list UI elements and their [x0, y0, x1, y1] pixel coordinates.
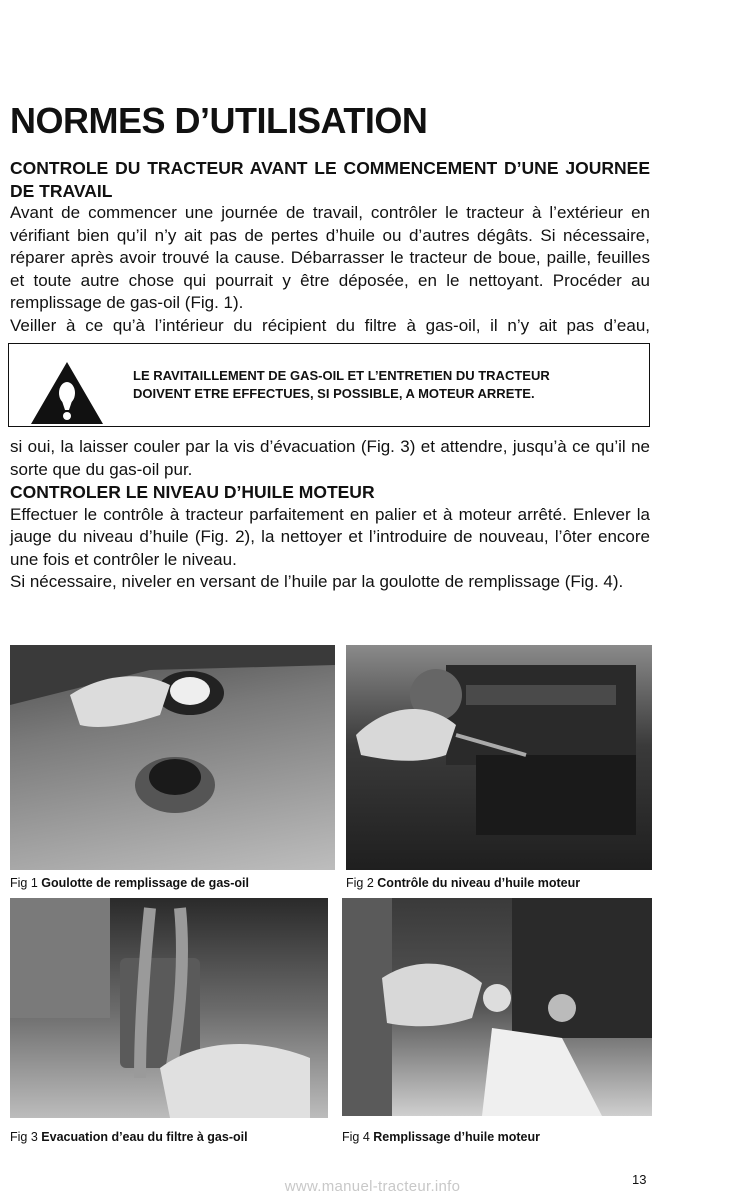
- figure-2-number: Fig 2: [346, 876, 374, 890]
- figure-1-title: Goulotte de remplissage de gas-oil: [41, 876, 249, 890]
- section-continued: [10, 436, 650, 594]
- figure-4-caption: [342, 1130, 540, 1144]
- warning-line-2: DOIVENT ETRE EFFECTUES, SI POSSIBLE, A MOTEUR ARRETE.: [133, 386, 535, 401]
- figure-3-caption: [10, 1130, 248, 1144]
- figure-2-title: Contrôle du niveau d’huile moteur: [377, 876, 581, 890]
- figure-4-title: Remplissage d’huile moteur: [373, 1130, 540, 1144]
- figure-3-title: Evacuation d’eau du filtre à gas-oil: [41, 1130, 248, 1144]
- section-heading-oil-level: CONTROLER LE NIVEAU D’HUILE MOTEUR: [10, 482, 375, 502]
- warning-line-1: LE RAVITAILLEMENT DE GAS-OIL ET L’ENTRETIEN DU TRACTEUR: [133, 368, 550, 383]
- section-intro: [10, 157, 650, 337]
- paragraph-filter-water-end: si oui, la laisser couler par la vis d’évacuation (Fig. 3) et attendre, jusqu’à ce qu’il ne sorte que du gas-oil pur.: [10, 437, 650, 479]
- page-number: 13: [632, 1172, 647, 1187]
- figure-2-photo: [346, 645, 652, 870]
- figure-1-number: Fig 1: [10, 876, 38, 890]
- warning-text: [133, 367, 643, 403]
- watermark-link[interactable]: www.manuel-tracteur.info: [284, 1178, 461, 1195]
- paragraph-oil-level: Effectuer le contrôle à tracteur parfaitement en palier et à moteur arrêté. Enlever la jauge du niveau d’huile (Fig. 2), la nettoyer et l’introduire de nouveau, l’ôter encore une fois et contrôler le niveau.: [10, 504, 650, 569]
- warning-box: [8, 343, 650, 427]
- paragraph-filter-water-start: Veiller à ce qu’à l’intérieur du récipient du filtre à gas-oil, il n’y ait pas d’eau,: [10, 315, 650, 335]
- figure-3-photo: [10, 898, 328, 1118]
- figure-1-caption: [10, 876, 249, 890]
- figure-2-caption: [346, 876, 580, 890]
- figure-3-number: Fig 3: [10, 1130, 38, 1144]
- figure-4-photo: [342, 898, 652, 1116]
- paragraph-daily-check: Avant de commencer une journée de travail, contrôler le tracteur à l’extérieur en vérifiant bien qu’il n’y ait pas de pertes d’huile ou d’autres dégâts. Si nécessaire, réparer après avoir trouvé la cause. Débarrasser le tracteur de boue, paille, feuilles et toute autre chose qui pourrait y être déposée, en le nettoyant. Procéder au remplissage de gas-oil (Fig. 1).: [10, 203, 650, 312]
- figure-4-number: Fig 4: [342, 1130, 370, 1144]
- paragraph-oil-refill: Si nécessaire, niveler en versant de l’huile par la goulotte de remplissage (Fig. 4).: [10, 572, 624, 591]
- page-title: NORMES D’UTILISATION: [10, 100, 428, 141]
- warning-triangle-icon: [29, 360, 105, 426]
- section-heading-daily-check: CONTROLE DU TRACTEUR AVANT LE COMMENCEMENT D’UNE JOURNEE DE TRAVAIL: [10, 158, 650, 201]
- figure-1-photo: [10, 645, 335, 870]
